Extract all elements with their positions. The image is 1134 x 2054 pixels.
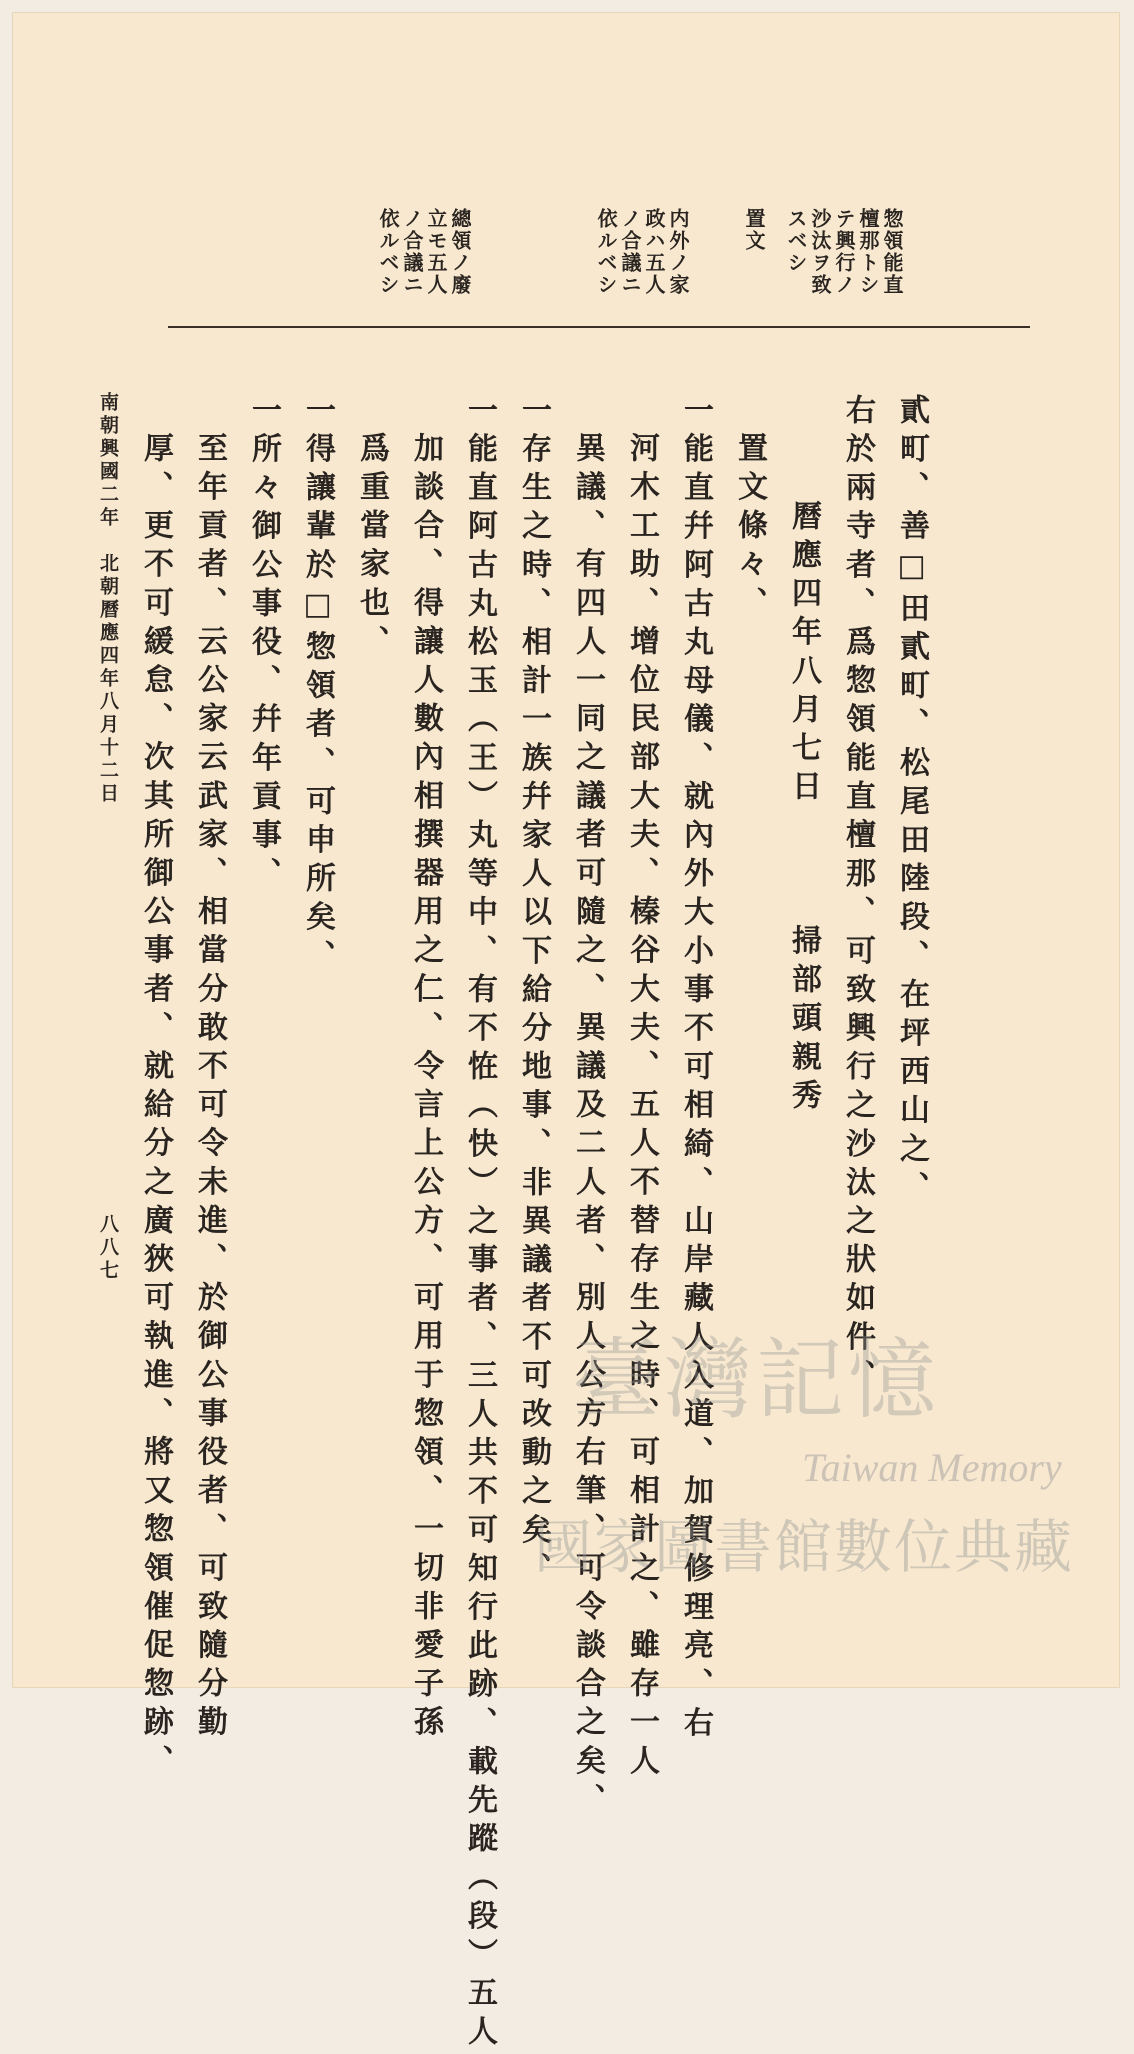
article-line: 一能直阿古丸松玉（王）丸等中、有不恠（快）之事者、三人共不可知行此跡、載先蹤（段）五人 [462, 394, 497, 2054]
body-line: 異議、有四人一同之議者可隨之、異議及二人者、別人公方右筆、可令談合之矣、 [570, 432, 605, 1822]
article-line: 一存生之時、相計一族幷家人以下給分地事、非異議者不可改動之矣、 [516, 394, 551, 1591]
body-line: 河木工助、增位民部大夫、榛谷大夫、五人不替存生之時、可相計之、雖存一人 [624, 432, 659, 1783]
body-line: 厚、更不可緩怠、次其所御公事者、就給分之廣狹可執進、將又惣領催促惣跡、 [138, 432, 173, 1783]
watermark-library: 國家圖書館數位典藏 [534, 1513, 1075, 1581]
article-line: 一能直幷阿古丸母儀、就內外大小事不可相綺、山岸藏人入道、加賀修理亮、右 [678, 394, 713, 1745]
watermark-logo: 臺灣記憶 [572, 1328, 941, 1431]
headnote-line: 依ルベシ [376, 208, 400, 296]
headnote-line: ノ合議ニ [400, 208, 424, 296]
headnote-line: テ興行ノ [832, 208, 856, 296]
headnote-line: ノ合議ニ [618, 208, 642, 296]
headnote-line: 惣領能直 [880, 208, 904, 296]
headnote-line: 沙汰ヲ致 [808, 208, 832, 296]
headnote-line: 内外ノ家 [666, 208, 690, 296]
headnote-line: 檀那トシ [856, 208, 880, 296]
headnote-line: 立モ五人 [424, 208, 448, 296]
body-line: 右於兩寺者、爲惣領能直檀那、可致興行之沙汰之狀如件、 [840, 394, 875, 1398]
body-line: 貳町、善□田貳町、松尾田陸段、在坪西山之、 [894, 394, 929, 1210]
body-line: 加談合、得讓人數內相撰器用之仁、令言上公方、可用于惣領、一切非愛子孫 [408, 432, 443, 1745]
headnote-line: スベシ [784, 208, 808, 274]
header-rule [168, 326, 1030, 328]
page-number: 八八七 [97, 1214, 119, 1283]
footer-date: 南朝興國二年 北朝曆應四年八月十二日 [97, 392, 119, 806]
article-line: 一得讓輩於□惣領者、可申所矣、 [300, 394, 335, 978]
headnote-line: 總領ノ廢 [448, 208, 472, 296]
headnote-line: 政ハ五人 [642, 208, 666, 296]
headnote-line: 依ルベシ [594, 208, 618, 296]
article-line: 一所々御公事役、幷年貢事、 [246, 394, 281, 896]
document-page [12, 12, 1120, 2054]
body-line: 爲重當家也、 [354, 432, 389, 664]
watermark-english: Taiwan Memory [802, 1445, 1062, 1490]
headnote-line: 置文 [742, 208, 766, 252]
body-line: 置文條々、 [732, 432, 767, 625]
body-line: 至年貢者、云公家云武家、相當分敢不可令未進、於御公事役者、可致隨分勤 [192, 432, 227, 1745]
date-signature-line: 曆應四年八月七日 掃部頭親秀 [786, 500, 821, 1118]
